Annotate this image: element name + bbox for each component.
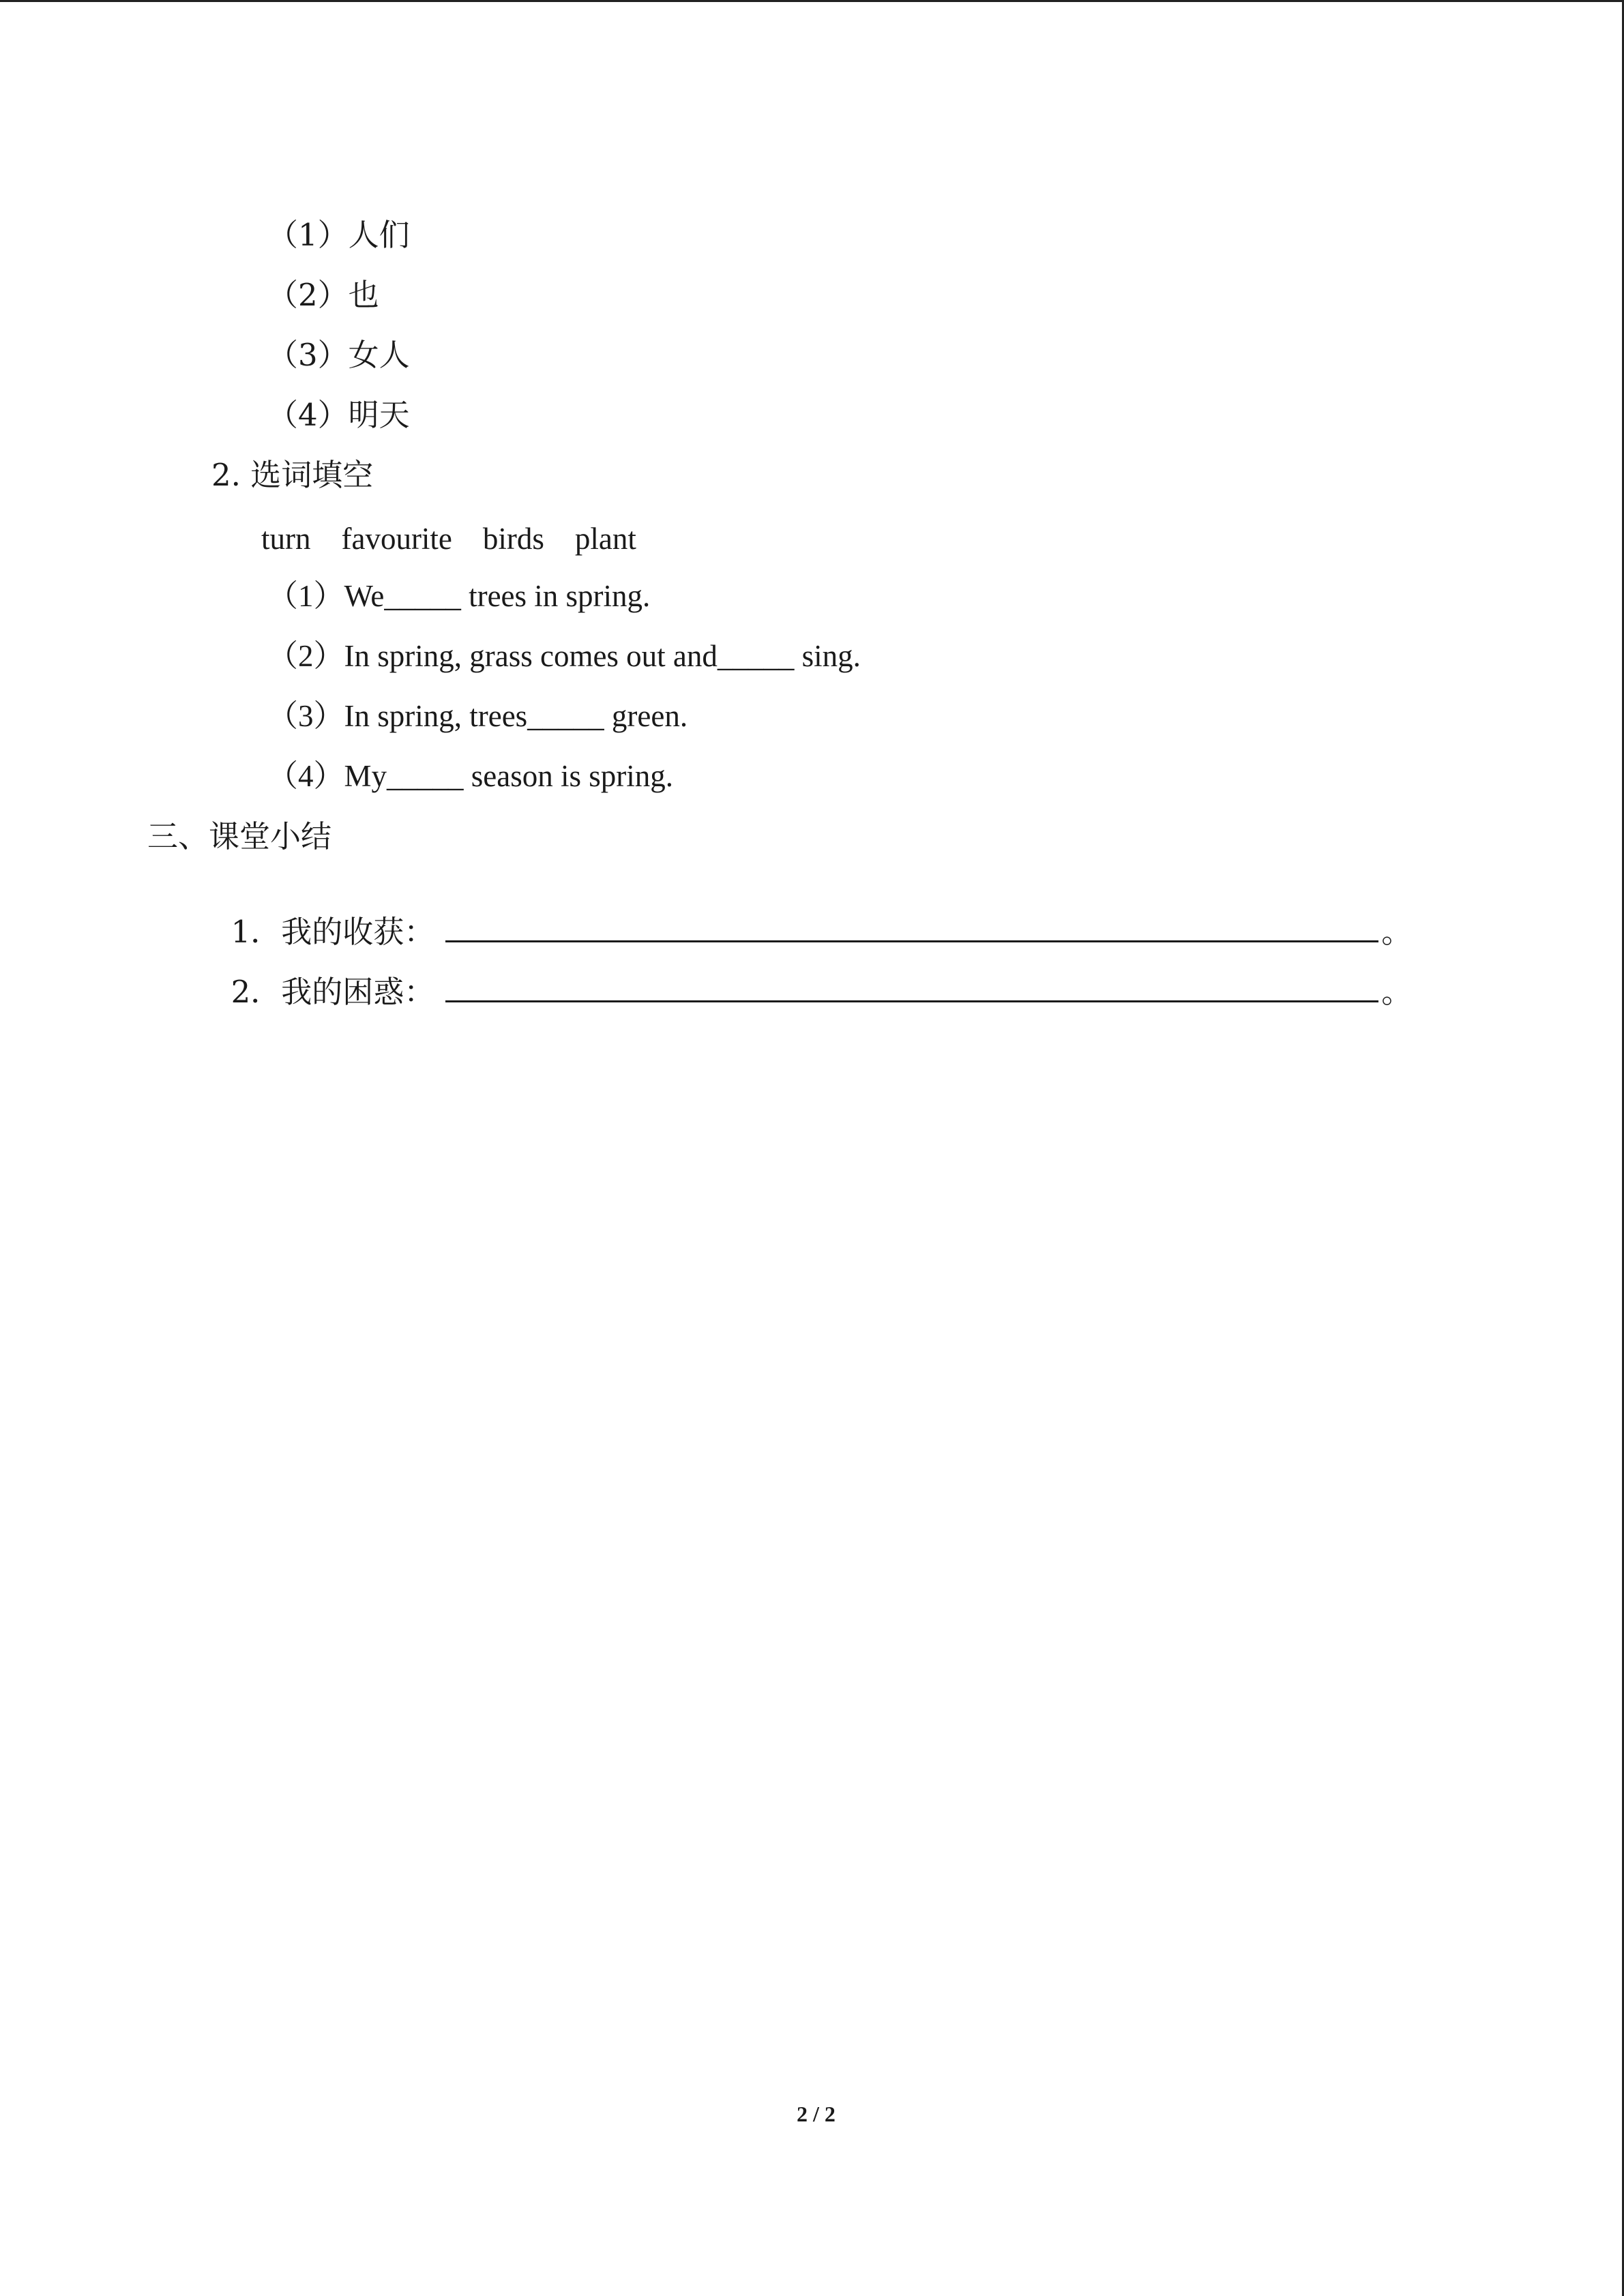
gains-answer-line[interactable]: [445, 912, 1378, 942]
vocab-item-2: （2）也: [267, 277, 379, 313]
questions-row: [211, 941, 1413, 1010]
gains-label: 1．我的收获：: [231, 914, 435, 950]
questions-answer-line[interactable]: [445, 972, 1378, 1002]
top-border: [0, 0, 1624, 2]
vocab-item-4: （4）明天: [267, 397, 410, 433]
questions-end-mark: 。: [1381, 974, 1413, 1010]
sentence-1: （1）We_____ trees in spring.: [267, 579, 651, 613]
gains-row: [211, 881, 1413, 950]
sentence-2: （2）In spring, grass comes out and_____ sing.: [267, 639, 861, 673]
summary-heading: 三、课堂小结: [147, 818, 332, 854]
gains-end-mark: 。: [1381, 914, 1413, 950]
exercise-2-title: 2. 选词填空: [211, 457, 374, 493]
sentence-4: （4）My_____ season is spring.: [267, 759, 673, 793]
sentence-3: （3）In spring, trees_____ green.: [267, 699, 688, 733]
page-number: 2 / 2: [797, 2102, 836, 2126]
questions-label: 2．我的困惑：: [231, 974, 435, 1010]
word-bank: turn favourite birds plant: [261, 522, 636, 556]
vocab-item-3: （3）女人: [267, 337, 410, 373]
vocab-item-1: （1）人们: [267, 217, 410, 253]
